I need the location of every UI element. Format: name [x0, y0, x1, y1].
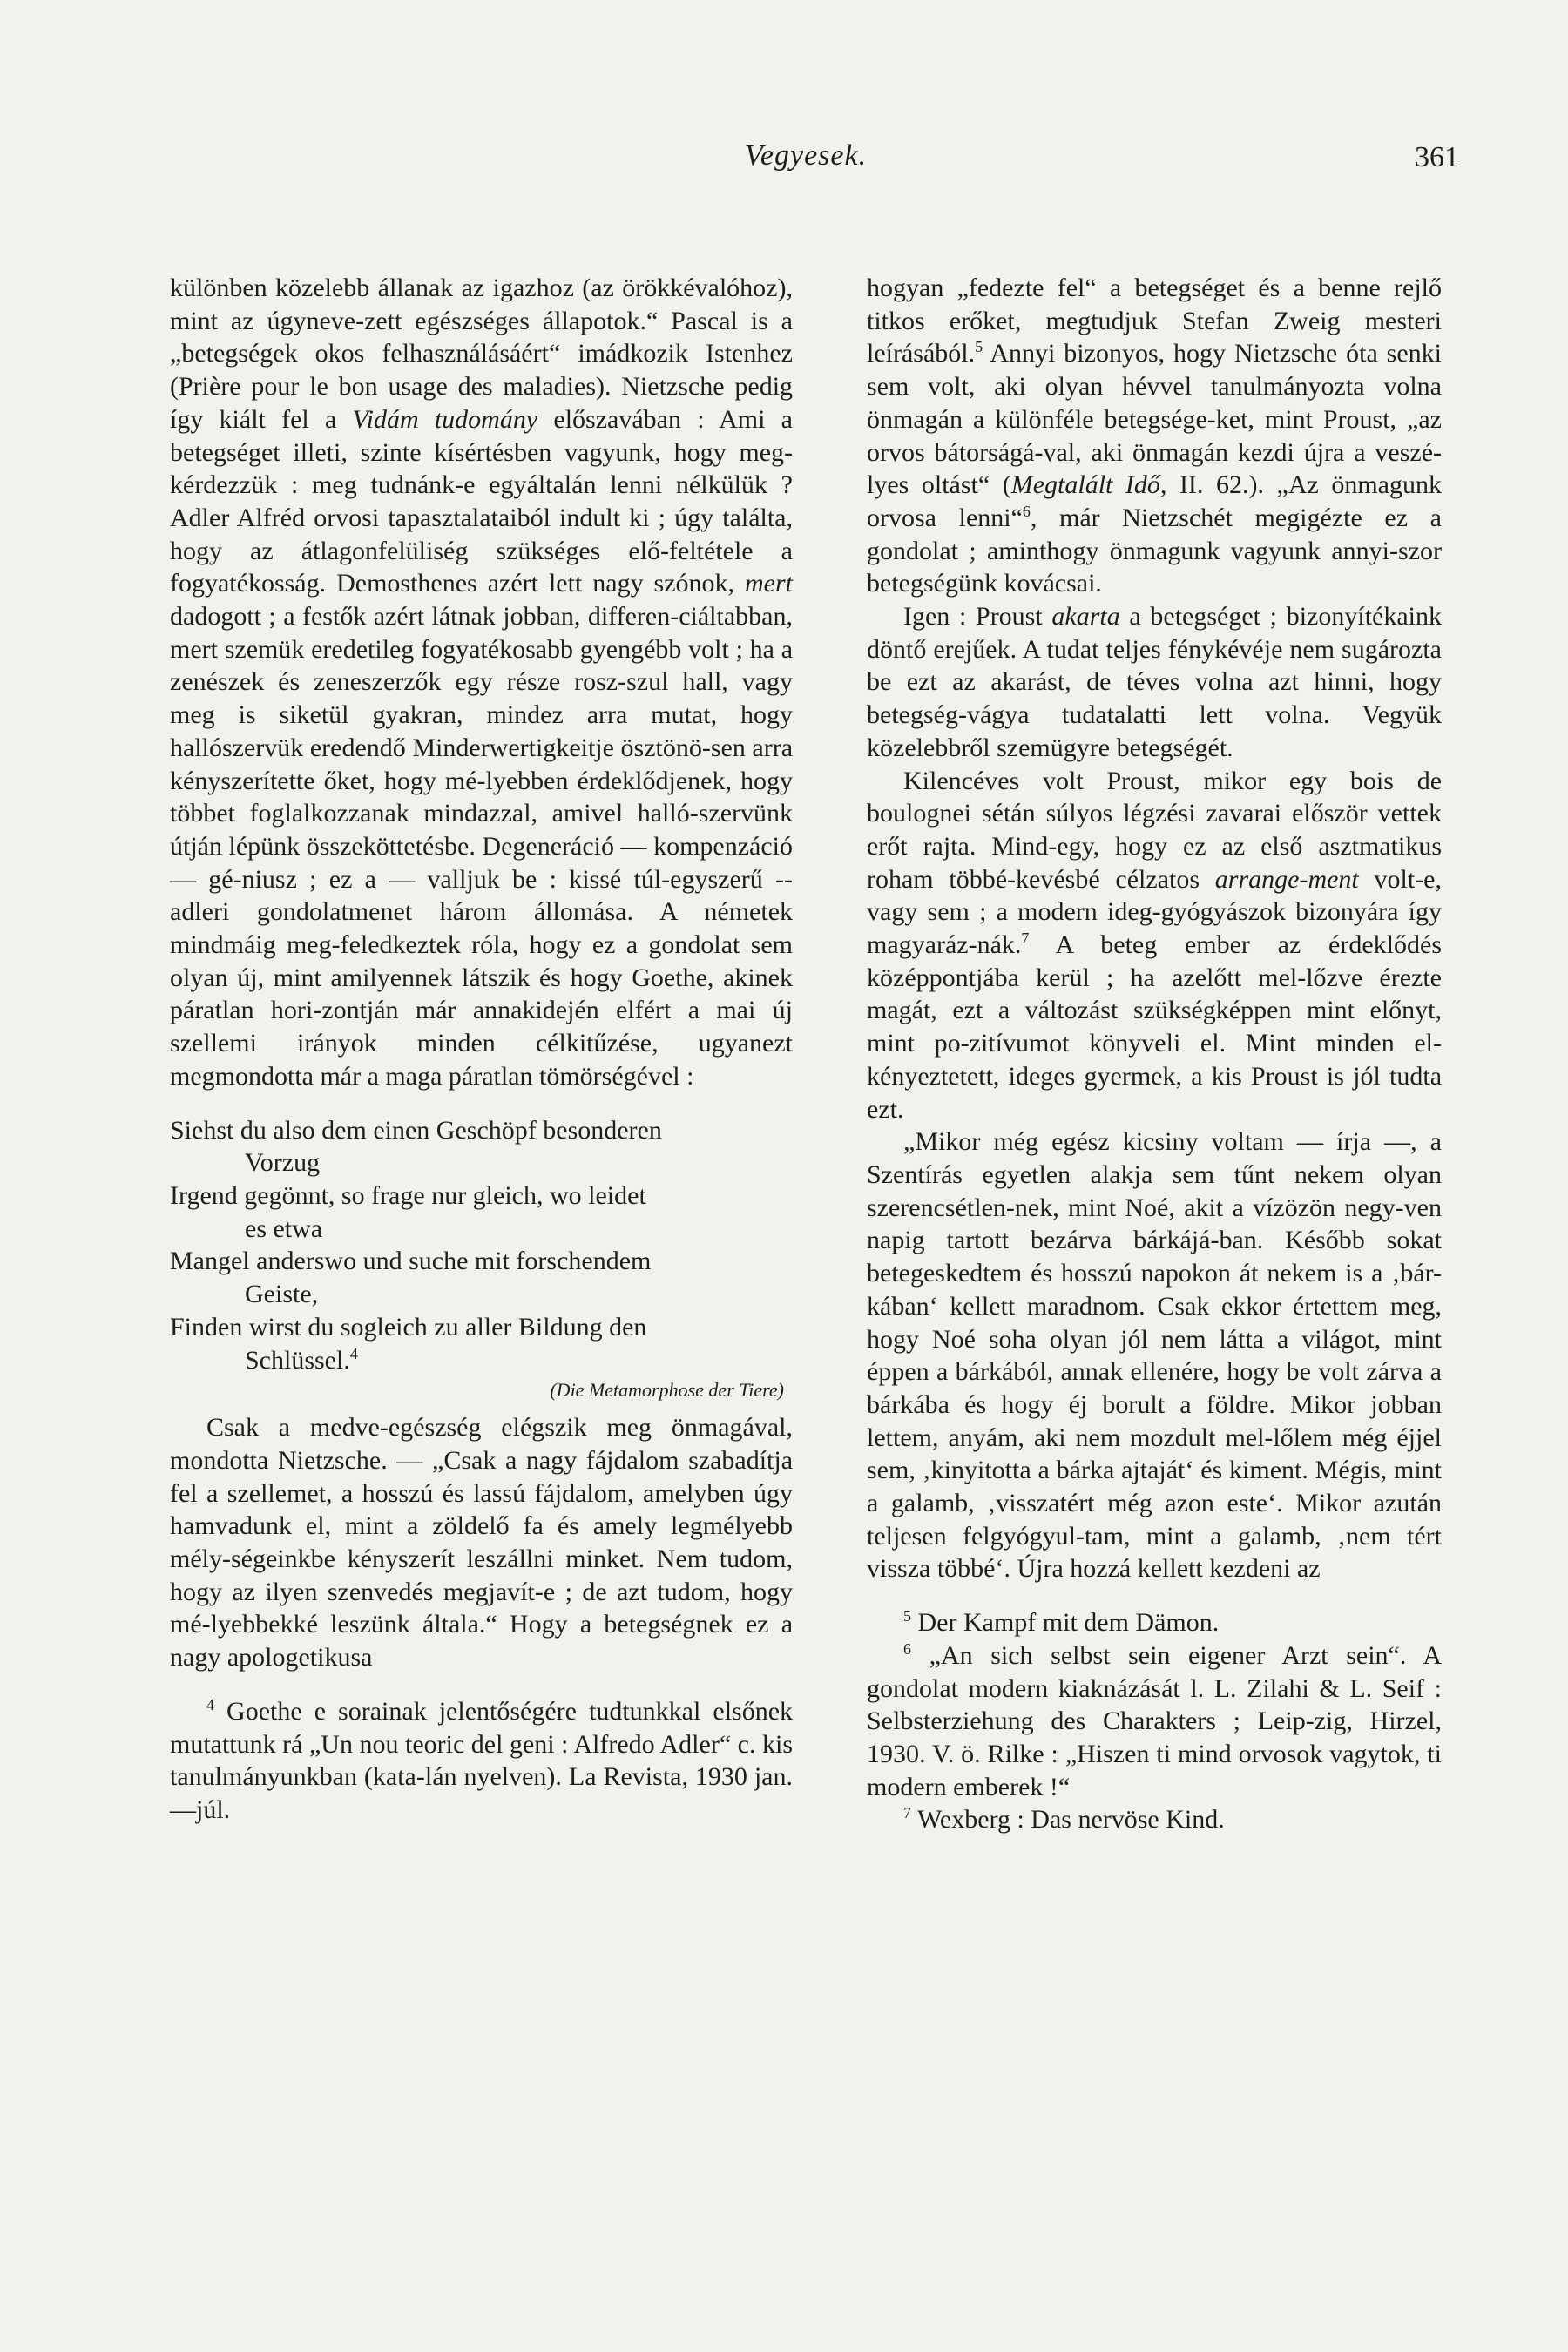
- left-paragraph-2: Csak a medve-egészség elégszik meg önmagával, mondotta Nietzsche. — „Csak a nagy fájdalom szabadítja fel a szellemet, a hosszú és lassú fájdalom, amelyben úgy hamvadunk el, mint a zöldelő fa és amely legmélyebb mély-ségeinkbe kényszerít leszállni minket. Nem tudom, hogy az ilyen szenvedés megjavít-e ; de azt tudom, hogy mé-lyebbekké leszünk általa.“ Hogy a betegségnek ez a nagy apologetikusa: [170, 1413, 794, 1673]
- right-column: [867, 272, 1442, 1836]
- footnote-ref-4: 4: [349, 1344, 358, 1362]
- right-paragraph-2: Igen : Proust akarta a betegséget ; bizonyítékaink döntő erejűek. A tudat teljes fénykévéje nem sugározta be ezt az akarást, de téves volna azt hinni, hogy betegség-vágya tudatalatti lett volna. Vegyük közelebbről szemügyre betegségét.: [867, 602, 1443, 762]
- footnote-ref-6: 6: [1022, 502, 1031, 520]
- footnote-ref-5: 5: [975, 338, 983, 356]
- footnote-4: $^4$ Goethe e sorainak jelentőségére tudtunkkal elsőnek mutattunk rá „Un nou teoric del geni : Alfredo Adler“ c. kis tanulmányunkban (kata-lán nyelven). La Revista, 1930 jan.—júl.: [170, 1695, 794, 1824]
- footnote-5: $^5$ Der Kampf mit dem Dämon.: [903, 1607, 1220, 1638]
- right-paragraph-1: hogyan „fedezte fel“ a betegséget és a benne rejlő titkos erőket, megtudjuk Stefan Zweig mesteri leírásából.$^5$ Annyi bizonyos, hogy Nietzsche óta senki sem volt, aki olyan hévvel tanulmányozta volna önmagán a különféle betegsége-ket, mint Proust, „az orvos bátorságá-val, aki önmagán kezdi újra a veszé-lyes oltást“ (Megtalált Idő, II. 62.). „Az önmagunk orvosa lenni“$^6$, már Nietzschét megigézte ez a gondolat ; aminthogy önmagunk vagyunk annyi-szor betegségünk kovácsai.: [867, 274, 1443, 598]
- footnote-6: $^6$ „An sich selbst sein eigener Arzt sein“. A gondolat modern kiaknázását l. L. Zilahi & L. Seif : Selbsterziehung des Charakters ; Leip-zig, Hirzel, 1930. V. ö. Rilke : „Hiszen ti mind orvosok vagytok, ti modern emberek !“: [867, 1639, 1443, 1801]
- footnote-7: $^7$ Wexberg : Das nervöse Kind.: [903, 1804, 1225, 1835]
- right-footnotes: [867, 1606, 1442, 1836]
- left-paragraph-1: különben közelebb állanak az igazhoz (az örökkévalóhoz), mint az úgyneve-zett egészséges állapotok.“ Pascal is a „betegségek okos felhasználásáért“ imádkozik Istenhez (Prière pour le bon usage des maladies). Nietzsche pedig így kiált fel a Vidám tudomány előszavában : Ami a betegséget illeti, szinte kísértésben vagyunk, hogy meg-kérdezzük : meg tudnánk-e egyáltalán lenni nélkülük ? Adler Alfréd orvosi tapasztalataiból indult ki ; úgy találta, hogy az átlagonfelüliség szükséges elő-feltétele a fogyatékosság. Demosthenes azért lett nagy szónok, mert dadogott ; a festők azért látnak jobban, differen-ciáltabban, mert szemük eredetileg fogyatékosabb gyengébb volt ; ha a zenészek és zeneszerzők egy része rosz-szul hall, vagy meg is siketül gyakran, mindez arra mutat, hogy hallószervük eredendő Minderwertigkeitje ösztönö-sen arra kényszerítette őket, hogy mé-lyebben érdeklődjenek, hogy többet foglalkozzanak mindazzal, amivel halló-szervünk útján lépünk összeköttetésbe. Degeneráció — kompenzáció — gé-niusz ; ez a — valljuk be : kissé túl-egyszerű -- adleri gondolatmenet három állomása. A németek mindmáig meg-feledkeztek róla, hogy ez a gondolat sem olyan új, mint amilyennek látszik és hogy Goethe, akinek páratlan hori-zontján már annakidején elfért a mai új szellemi irányok minden célkitűzése, ugyanezt megmondotta már a maga páratlan tömörségével :: [170, 274, 794, 1091]
- right-paragraph-4: „Mikor még egész kicsiny voltam — írja —, a Szentírás egyetlen alakja sem tűnt nekem olyan szerencsétlen-nek, mint Noé, akit a vízözön negy-ven napig tartott bezárva bárkájá-ban. Később sokat betegeskedtem és hosszú napokon át nekem is a ‚bár-kában‘ kellett maradnom. Csak ekkor értettem meg, hogy Noé soha olyan jól nem látta a világot, mint éppen a bárkából, annak ellenére, hogy be volt zárva a bárkába és hogy éj borult a földre. Mikor jobban lettem, anyám, aki nem mozdult mel-lőlem még éjjel sem, ‚kinyitotta a bárka ajtaját‘ és kiment. Mégis, mint a galamb, ‚visszatért még azon este‘. Mikor azután teljesen felgyógyul-tam, mint a galamb, ‚nem tért vissza többé‘. Újra hozzá kellett kezdeni az: [867, 1127, 1443, 1584]
- running-header: Vegyesek.: [744, 139, 868, 172]
- page-number: 361: [1415, 141, 1459, 173]
- footnote-ref-7: 7: [1021, 929, 1030, 948]
- poem-source: (Die Metamorphose der Tiere): [550, 1379, 784, 1402]
- poem-line: Irgend gegönnt, so frage nur gleich, wo leidet es etwa: [170, 1180, 646, 1243]
- left-column: [170, 272, 793, 1827]
- left-footnotes: [170, 1695, 793, 1827]
- book-title-vidam-tudomany: Vidám tudomány: [352, 404, 538, 434]
- poem-line: Mangel anderswo und suche mit forschendem Geiste,: [170, 1247, 652, 1309]
- poem-line: Siehst du also dem einen Geschöpf besonderen Vorzug: [170, 1115, 662, 1178]
- poem-line: Finden wirst du sogleich zu aller Bildung den Schlüssel.$^4$: [170, 1312, 647, 1375]
- right-paragraph-3: Kilencéves volt Proust, mikor egy bois de boulognei sétán súlyos légzési zavarai először vettek erőt rajta. Mind-egy, hogy ez az első asztmatikus roham többé-kevésbé célzatos arrange-ment volt-e, vagy sem ; a modern ideg-gyógyászok bizonyára így magyaráz-nák.$^7$ A beteg ember az érdeklődés középpontjába kerül ; ha azelőtt mel-lőzve érezte magát, ezt a változást szükségképpen mint előnyt, mint po-zitívumot könyveli el. Mint minden el-kényeztetett, ideges gyermek, a kis Proust is jól tudta ezt.: [867, 766, 1443, 1124]
- book-title-megtalalt-ido: Megtalált Idő,: [1010, 470, 1167, 500]
- goethe-poem-quote: [170, 1114, 793, 1403]
